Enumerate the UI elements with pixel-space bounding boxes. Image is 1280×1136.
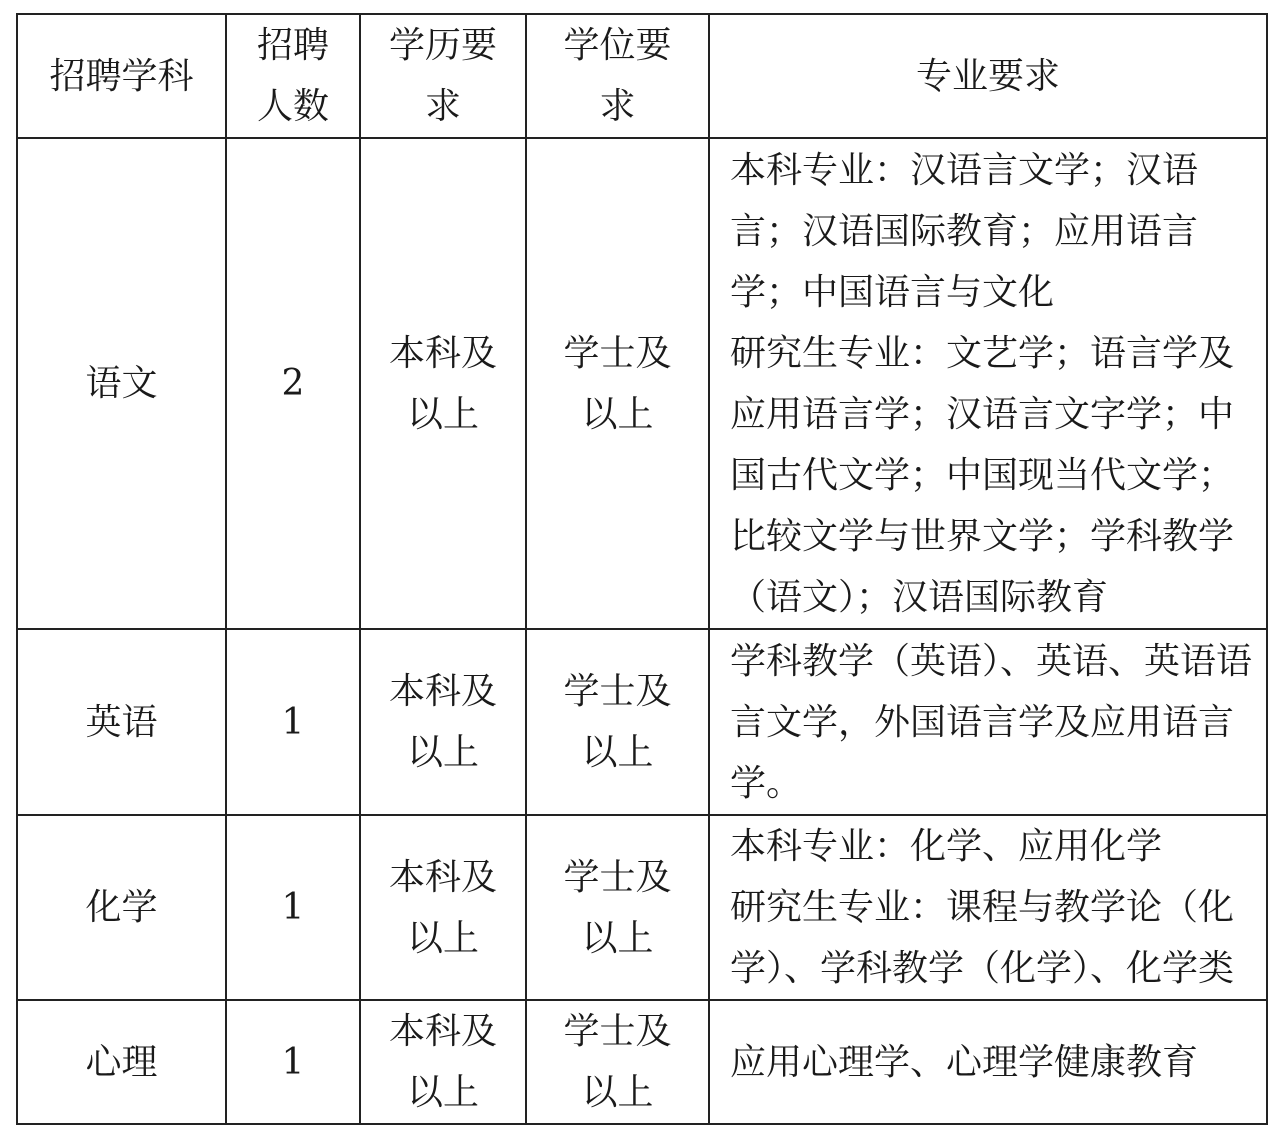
- cell-subject: 语文: [17, 138, 226, 629]
- cell-education: 本科及以上: [360, 629, 526, 815]
- major-text: 研究生专业：文艺学；语言学及应用语言学；汉语言文字学；中国古代文学；中国现当代文学；比较文学与世界文学；学科教学（语文）；汉语国际教育: [730, 332, 1235, 618]
- cell-subject: 心理: [17, 1000, 226, 1124]
- major-text: 学科教学（英语）、英语、英语语言文学，外国语言学及应用语言学。: [730, 640, 1253, 804]
- cell-major: [709, 138, 1267, 629]
- cell-education: 本科及以上: [360, 815, 526, 1000]
- cell-count: 1: [226, 815, 360, 1000]
- cell-major: [709, 815, 1267, 1000]
- major-text: 研究生专业：课程与教学论（化学）、学科教学（化学）、化学类: [730, 887, 1235, 989]
- cell-degree: 学士及以上: [526, 138, 709, 629]
- cell-subject: 化学: [17, 815, 226, 1000]
- cell-major: [709, 629, 1267, 815]
- table-row: [17, 138, 1267, 629]
- recruitment-table: [16, 13, 1268, 1125]
- header-degree: 学位要求: [526, 14, 709, 138]
- table-row: [17, 629, 1267, 815]
- cell-degree: 学士及以上: [526, 1000, 709, 1124]
- header-subject: 招聘学科: [17, 14, 226, 138]
- cell-degree: 学士及以上: [526, 629, 709, 815]
- major-text: 应用心理学、心理学健康教育: [730, 1041, 1199, 1083]
- header-count: 招聘人数: [226, 14, 360, 138]
- cell-major: [709, 1000, 1267, 1124]
- header-major: 专业要求: [709, 14, 1267, 138]
- major-text: 本科专业：汉语言文学；汉语言；汉语国际教育；应用语言学；中国语言与文化: [730, 149, 1199, 313]
- cell-count: 1: [226, 1000, 360, 1124]
- cell-count: 1: [226, 629, 360, 815]
- table-header-row: [17, 14, 1267, 138]
- cell-education: 本科及以上: [360, 138, 526, 629]
- cell-degree: 学士及以上: [526, 815, 709, 1000]
- table-row: [17, 815, 1267, 1000]
- cell-education: 本科及以上: [360, 1000, 526, 1124]
- major-text: 本科专业：化学、应用化学: [730, 826, 1163, 867]
- cell-subject: 英语: [17, 629, 226, 815]
- cell-count: 2: [226, 138, 360, 629]
- header-education: 学历要求: [360, 14, 526, 138]
- table-row: [17, 1000, 1267, 1124]
